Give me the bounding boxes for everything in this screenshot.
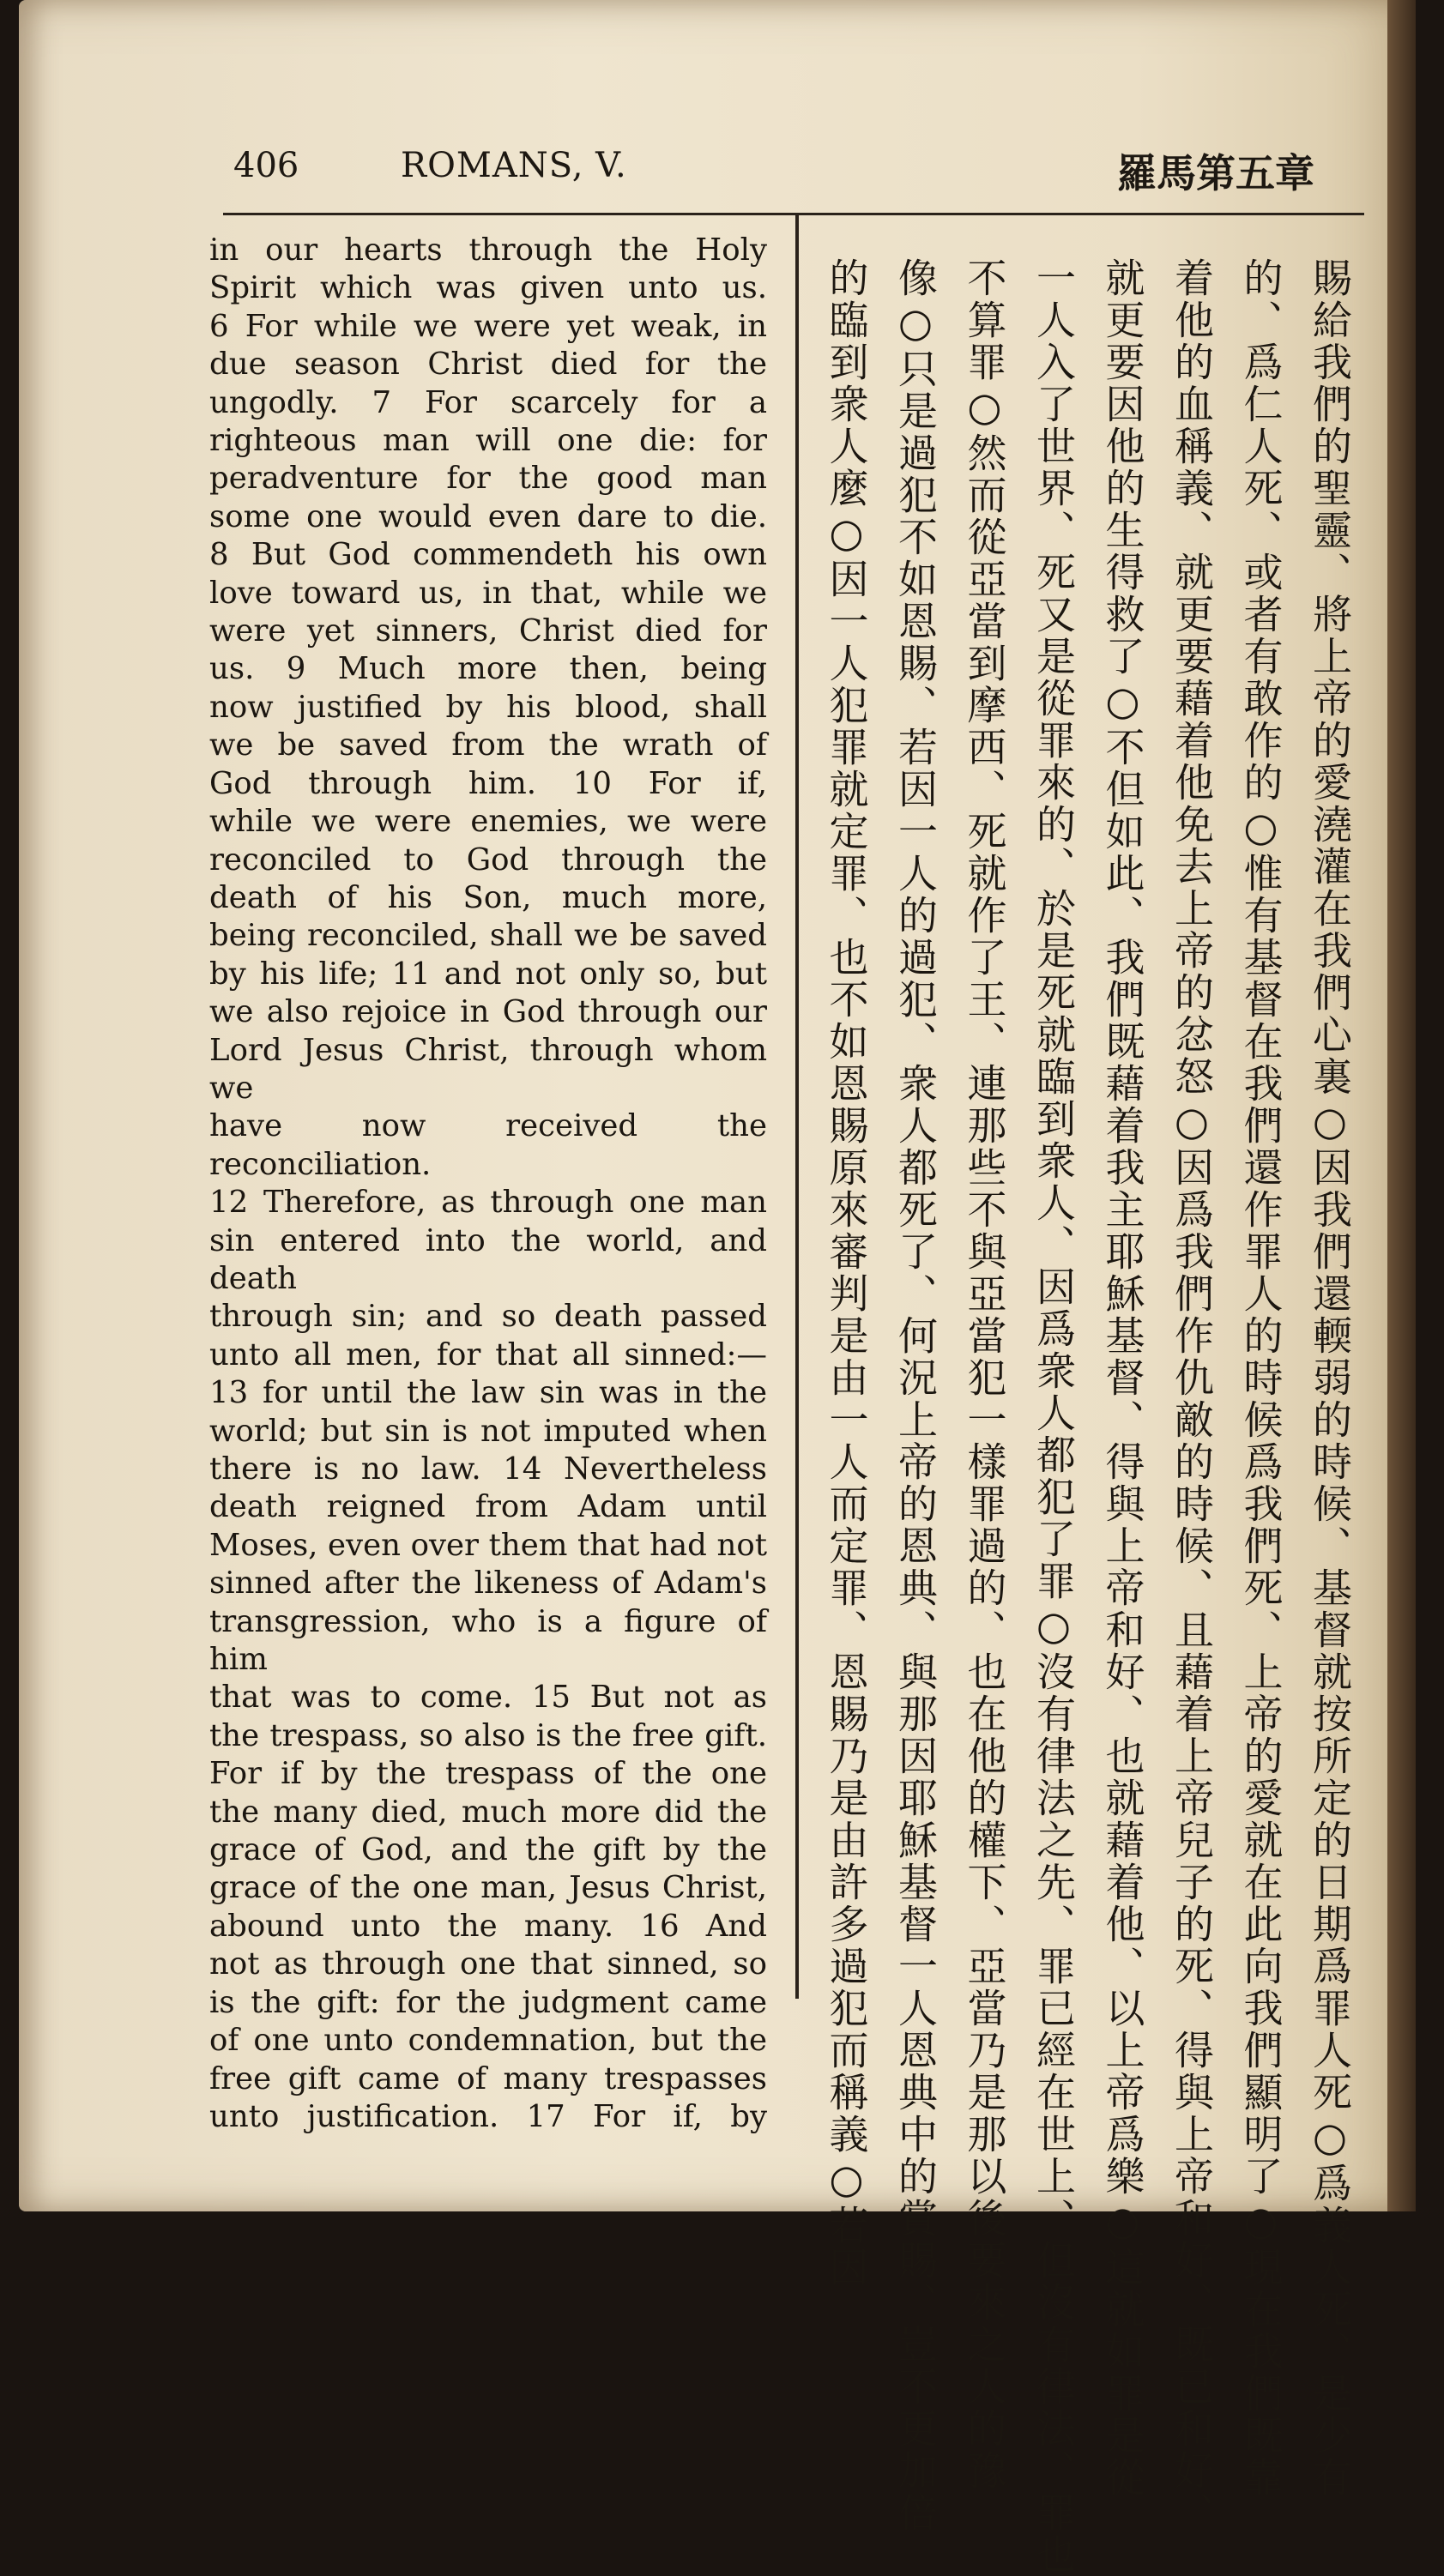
english-line: reconciled to God through the xyxy=(209,842,767,878)
running-title: ROMANS, V. xyxy=(401,146,627,185)
english-line: by his life; 11 and not only so, but xyxy=(209,956,767,992)
book-page xyxy=(19,0,1416,2576)
english-line: through sin; and so death passed xyxy=(209,1299,767,1335)
english-line: ungodly. 7 For scarcely for a xyxy=(209,384,767,420)
running-title-chinese: 羅馬第五章 xyxy=(1117,150,1314,196)
english-line: 6 For while we were yet weak, in xyxy=(209,308,767,344)
english-line: unto justification. 17 For if, by xyxy=(209,2098,767,2134)
english-line: grace of God, and the gift by the xyxy=(209,1832,767,1868)
english-line: being reconciled, shall we be saved xyxy=(209,918,767,954)
english-line: love toward us, in that, while we xyxy=(209,575,767,611)
chinese-column: 一人入了世界、死又是從罪來的、於是死就臨到衆人、因爲衆人都犯了罪○沒有律法之先、罪已經在世上、但沒有律法、罪也 xyxy=(1030,257,1077,2576)
english-line: 12 Therefore, as through one man xyxy=(209,1185,767,1221)
english-line: in our hearts through the Holy xyxy=(209,232,767,268)
english-line: that was to come. 15 But not as xyxy=(209,1680,767,1716)
english-line: we also rejoice in God through our xyxy=(209,994,767,1030)
chinese-column: 不算罪○然而從亞當到摩西、死就作了王、連那些不與亞當犯一樣罪過的、也在他的權下、亞當乃是那以後要來之人的豫 xyxy=(961,257,1008,2492)
english-line: due season Christ died for the xyxy=(209,347,767,383)
english-line: the many died, much more did the xyxy=(209,1794,767,1830)
english-line: is the gift: for the judgment came xyxy=(209,1984,767,2020)
english-line: God through him. 10 For if, xyxy=(209,765,767,801)
page-number: 406 xyxy=(233,146,299,185)
english-line: we be saved from the wrath of xyxy=(209,727,767,763)
chinese-column: 就更要因他的生得救了○不但如此、我們既藉着我主耶穌基督、得與上帝和好、也就藉着他、以上帝爲樂○這就如罪是從 xyxy=(1099,257,1146,2499)
chinese-column: 賜給我們的聖靈、將上帝的愛澆灌在我們心裏○因我們還輭弱的時候、基督就按所定的日期爲罪人死○爲義人死、是少有 xyxy=(1307,257,1353,2499)
english-line: righteous man will one die: for xyxy=(209,423,767,459)
english-line: of one unto condemnation, but the xyxy=(209,2023,767,2059)
english-line: transgression, who is a figure of him xyxy=(209,1603,767,1678)
english-line: 13 for until the law sin was in the xyxy=(209,1375,767,1411)
english-line: world; but sin is not imputed when xyxy=(209,1413,767,1449)
english-line: Lord Jesus Christ, through whom we xyxy=(209,1032,767,1106)
chinese-column: 的、爲仁人死、或者有敢作的○惟有基督在我們還作罪人的時候爲我們死、上帝的愛就在此向我們顯明了○現在我們既靠 xyxy=(1237,257,1284,2499)
english-text-column xyxy=(209,232,767,2136)
english-line: peradventure for the good man xyxy=(209,461,767,497)
english-line: sin entered into the world, and death xyxy=(209,1222,767,1296)
english-line: 8 But God commendeth his own xyxy=(209,537,767,573)
english-line: have now received the reconciliation. xyxy=(209,1108,767,1182)
header-rule xyxy=(223,213,1364,215)
english-line: were yet sinners, Christ died for xyxy=(209,613,767,649)
english-line: abound unto the many. 16 And xyxy=(209,1908,767,1944)
english-line: now justified by his blood, shall xyxy=(209,689,767,725)
english-line: Moses, even over them that had not xyxy=(209,1527,767,1563)
english-line: free gift came of many trespasses xyxy=(209,2060,767,2096)
english-line: sinned after the likeness of Adam's xyxy=(209,1566,767,1602)
chinese-text-column xyxy=(808,257,1366,2576)
english-line: death reigned from Adam until xyxy=(209,1489,767,1525)
column-divider xyxy=(795,214,799,1999)
english-line: there is no law. 14 Nevertheless xyxy=(209,1451,767,1487)
page-header xyxy=(216,137,1332,197)
chinese-column: 着他的血稱義、就更要藉着他免去上帝的忿怒○因爲我們作仇敵的時候、且藉着上帝兒子的死、得與上帝和好、既已和好、 xyxy=(1169,257,1215,2534)
english-line: us. 9 Much more then, being xyxy=(209,651,767,687)
english-line: unto all men, for that all sinned:— xyxy=(209,1336,767,1372)
english-line: while we were enemies, we were xyxy=(209,804,767,840)
chinese-column: 的臨到衆人麼○因一人犯罪就定罪、也不如恩賜原來審判是由一人而定罪、恩賜乃是由許多過犯而稱義○若因 xyxy=(823,257,870,2289)
page-edge xyxy=(1387,0,1416,2211)
english-line: For if by the trespass of the one xyxy=(209,1756,767,1792)
english-line: grace of the one man, Jesus Christ, xyxy=(209,1870,767,1906)
english-line: death of his Son, much more, xyxy=(209,879,767,915)
english-line: some one would even dare to die. xyxy=(209,498,767,534)
english-line: the trespass, so also is the free gift. xyxy=(209,1717,767,1753)
english-line: not as through one that sinned, so xyxy=(209,1946,767,1982)
english-line: Spirit which was given unto us. xyxy=(209,270,767,306)
chinese-column: 像○只是過犯不如恩賜、若因一人的過犯、衆人都死了、何況上帝的恩典、與那因耶穌基督一人恩典中的賞賜、豈不更加倍 xyxy=(892,257,939,2534)
